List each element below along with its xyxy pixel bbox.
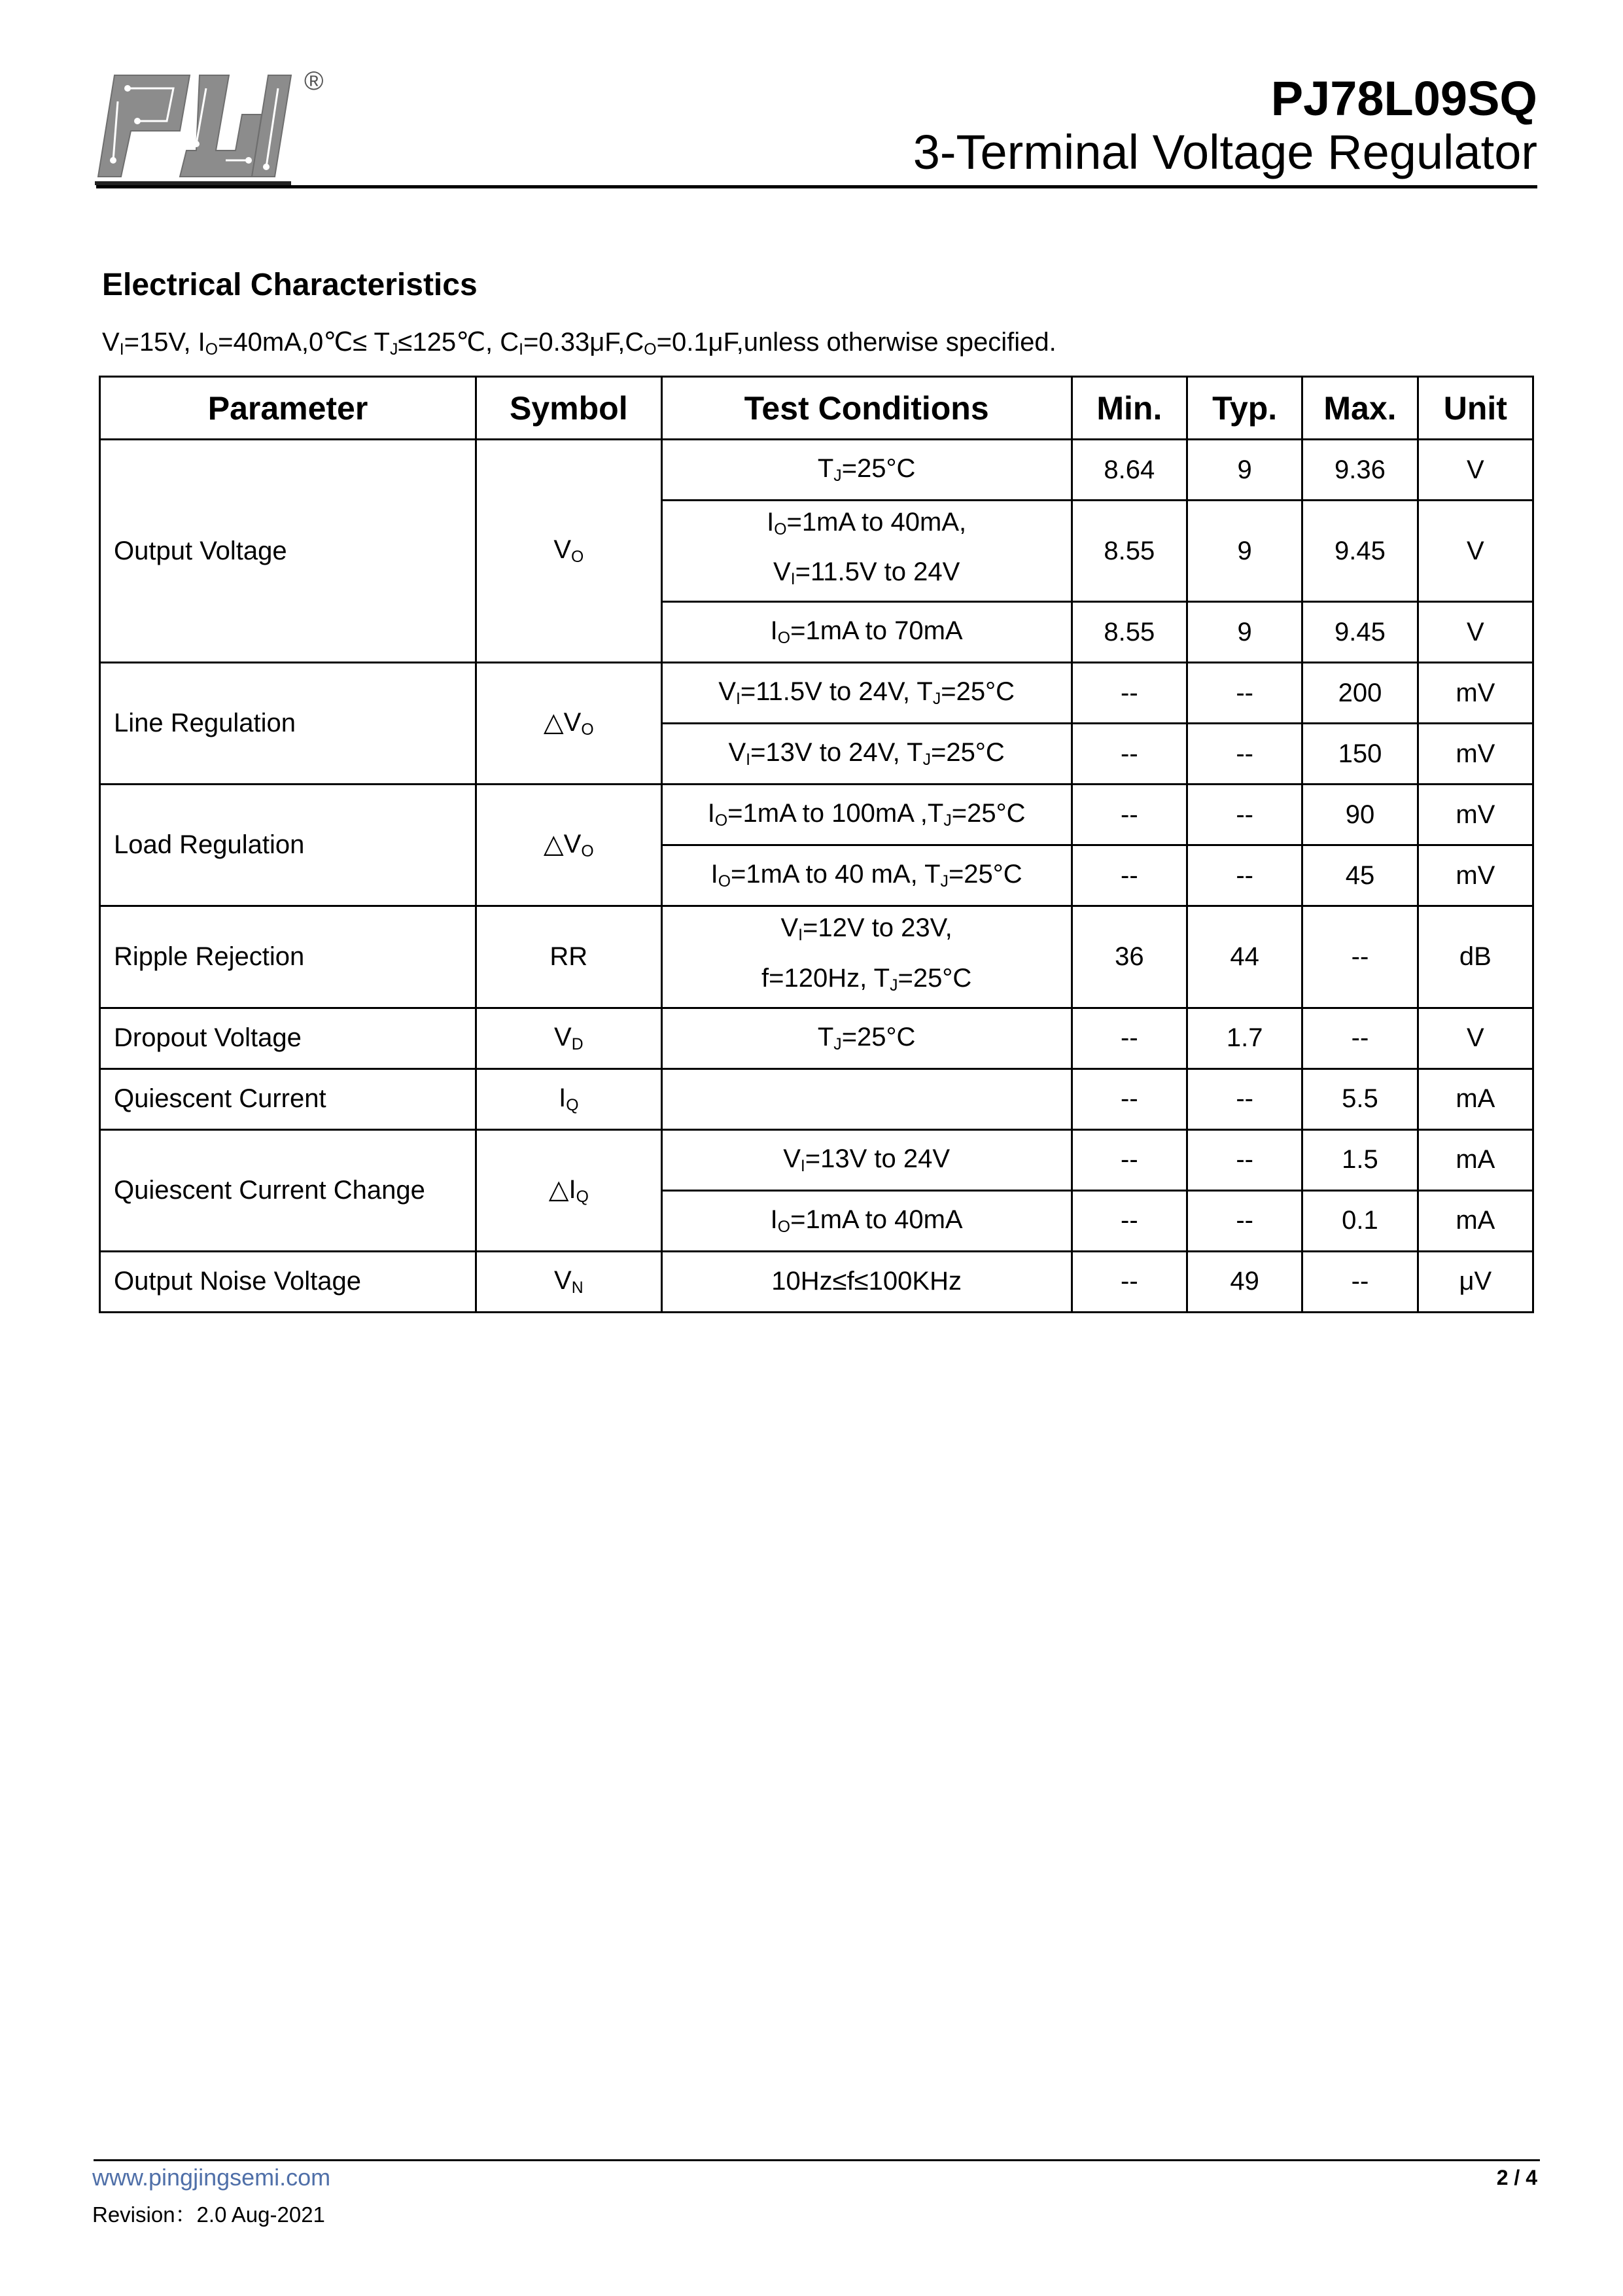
unit-value: mV [1418, 724, 1533, 785]
unit-value: V [1418, 602, 1533, 663]
table-row [100, 1008, 1533, 1069]
header-symbol: Symbol [476, 377, 662, 440]
test-condition: $V_I=11.5V$ to 24V, $T_J=25^\circ C$ [661, 663, 1072, 724]
max-value: 45 [1302, 845, 1418, 906]
symbol-quiescent-current: $I_Q$ [476, 1069, 662, 1129]
min-value: -- [1072, 1008, 1187, 1069]
typ-value: 1.7 [1187, 1008, 1302, 1069]
registered-mark: ® [304, 67, 324, 96]
unit-value: V [1418, 1008, 1533, 1069]
min-value: -- [1072, 1129, 1187, 1190]
test-condition: $I_O=1mA$ to 40mA [661, 1190, 1072, 1251]
header-parameter: Parameter [100, 377, 476, 440]
table-row [100, 1129, 1533, 1190]
max-value: -- [1302, 1008, 1418, 1069]
unit-value: mA [1418, 1129, 1533, 1190]
website-link[interactable]: www.pingjingsemi.com [92, 2164, 331, 2191]
test-condition: $V_I=12V$ to 23V, f=120Hz, $T_J=25^\circ C$ [661, 906, 1072, 1008]
param-ripple-rejection: Ripple Rejection [100, 906, 476, 1008]
unit-value: V [1418, 501, 1533, 602]
min-value: 36 [1072, 906, 1187, 1008]
max-value: 9.45 [1302, 602, 1418, 663]
min-value: -- [1072, 1069, 1187, 1129]
table-row [100, 785, 1533, 845]
max-value: 9.45 [1302, 501, 1418, 602]
test-condition: 10Hz≤f≤100KHz [661, 1251, 1072, 1312]
min-value: 8.55 [1072, 602, 1187, 663]
typ-value: -- [1187, 663, 1302, 724]
test-condition: $I_O=1mA$ to 40 mA, $T_J=25^\circ C$ [661, 845, 1072, 906]
test-condition: $V_I=13V$ to 24V, $T_J=25^\circ C$ [661, 724, 1072, 785]
table-row [100, 440, 1533, 501]
typ-value: -- [1187, 845, 1302, 906]
min-value: -- [1072, 1190, 1187, 1251]
symbol-load-regulation: $\triangle V_O$ [476, 785, 662, 906]
max-value: 9.36 [1302, 440, 1418, 501]
typ-value: -- [1187, 785, 1302, 845]
min-value: -- [1072, 663, 1187, 724]
symbol-quiescent-current-change: $\triangle I_Q$ [476, 1129, 662, 1251]
header-max: Max. [1302, 377, 1418, 440]
typ-value: -- [1187, 724, 1302, 785]
min-value: 8.55 [1072, 501, 1187, 602]
table-row [100, 1069, 1533, 1129]
test-condition: $I_O=1mA$ to 40mA, $V_I=11.5V$ to 24V [661, 501, 1072, 602]
param-dropout-voltage: Dropout Voltage [100, 1008, 476, 1069]
test-condition: $I_O=1mA$ to 70mA [661, 602, 1072, 663]
param-quiescent-current-change: Quiescent Current Change [100, 1129, 476, 1251]
unit-value: mV [1418, 785, 1533, 845]
test-condition: $V_I=13V$ to 24V [661, 1129, 1072, 1190]
max-value: -- [1302, 906, 1418, 1008]
part-number: PJ78L09SQ [1270, 71, 1537, 126]
header-divider [96, 185, 1537, 188]
min-value: -- [1072, 785, 1187, 845]
typ-value: 9 [1187, 501, 1302, 602]
min-value: -- [1072, 845, 1187, 906]
unit-value: mV [1418, 663, 1533, 724]
param-load-regulation: Load Regulation [100, 785, 476, 906]
symbol-dropout-voltage: $V_D$ [476, 1008, 662, 1069]
table-row [100, 906, 1533, 1008]
param-output-noise-voltage: Output Noise Voltage [100, 1251, 476, 1312]
param-line-regulation: Line Regulation [100, 663, 476, 785]
max-value: 1.5 [1302, 1129, 1418, 1190]
param-quiescent-current: Quiescent Current [100, 1069, 476, 1129]
min-value: 8.64 [1072, 440, 1187, 501]
typ-value: 49 [1187, 1251, 1302, 1312]
symbol-output-noise-voltage: $V_N$ [476, 1251, 662, 1312]
typ-value: 9 [1187, 602, 1302, 663]
document-subtitle: 3-Terminal Voltage Regulator [913, 125, 1537, 179]
typ-value: -- [1187, 1069, 1302, 1129]
unit-value: μV [1418, 1251, 1533, 1312]
typ-value: 44 [1187, 906, 1302, 1008]
min-value: -- [1072, 724, 1187, 785]
table-header-row [100, 377, 1533, 440]
min-value: -- [1072, 1251, 1187, 1312]
max-value: 150 [1302, 724, 1418, 785]
max-value: 5.5 [1302, 1069, 1418, 1129]
unit-value: V [1418, 440, 1533, 501]
max-value: 200 [1302, 663, 1418, 724]
test-condition [661, 1069, 1072, 1129]
revision-label: Revision：2.0 Aug-2021 [92, 2202, 325, 2227]
page-number: 2 / 4 [1496, 2166, 1537, 2189]
test-conditions-line: $V_I=15V$, $I_O=40mA,0℃\le$ $T_J\le 125℃$, $C_I=0.33\mu F,C_O=0.1\mu F,unless$ otherwise specified. [102, 328, 1056, 359]
typ-value: 9 [1187, 440, 1302, 501]
table-row [100, 1251, 1533, 1312]
max-value: -- [1302, 1251, 1418, 1312]
unit-value: mA [1418, 1190, 1533, 1251]
test-condition: $I_O=1mA$ to 100mA $,T_J=25^\circ C$ [661, 785, 1072, 845]
max-value: 90 [1302, 785, 1418, 845]
test-condition: $T_J=25^\circ C$ [661, 1008, 1072, 1069]
table-row [100, 663, 1533, 724]
unit-value: mV [1418, 845, 1533, 906]
symbol-line-regulation: $\triangle V_O$ [476, 663, 662, 785]
company-logo [95, 62, 337, 186]
symbol-ripple-rejection: RR [476, 906, 662, 1008]
header-typ: Typ. [1187, 377, 1302, 440]
param-output-voltage: Output Voltage [100, 440, 476, 663]
footer-divider [94, 2159, 1540, 2161]
typ-value: -- [1187, 1190, 1302, 1251]
typ-value: -- [1187, 1129, 1302, 1190]
header-min: Min. [1072, 377, 1187, 440]
test-condition: $T_J=25^\circ C$ [661, 440, 1072, 501]
unit-value: mA [1418, 1069, 1533, 1129]
max-value: 0.1 [1302, 1190, 1418, 1251]
header-test-conditions: Test Conditions [661, 377, 1072, 440]
section-title: Electrical Characteristics [102, 268, 478, 302]
header-unit: Unit [1418, 377, 1533, 440]
symbol-output-voltage: $V_O$ [476, 440, 662, 663]
unit-value: dB [1418, 906, 1533, 1008]
electrical-characteristics-table [99, 376, 1534, 1313]
